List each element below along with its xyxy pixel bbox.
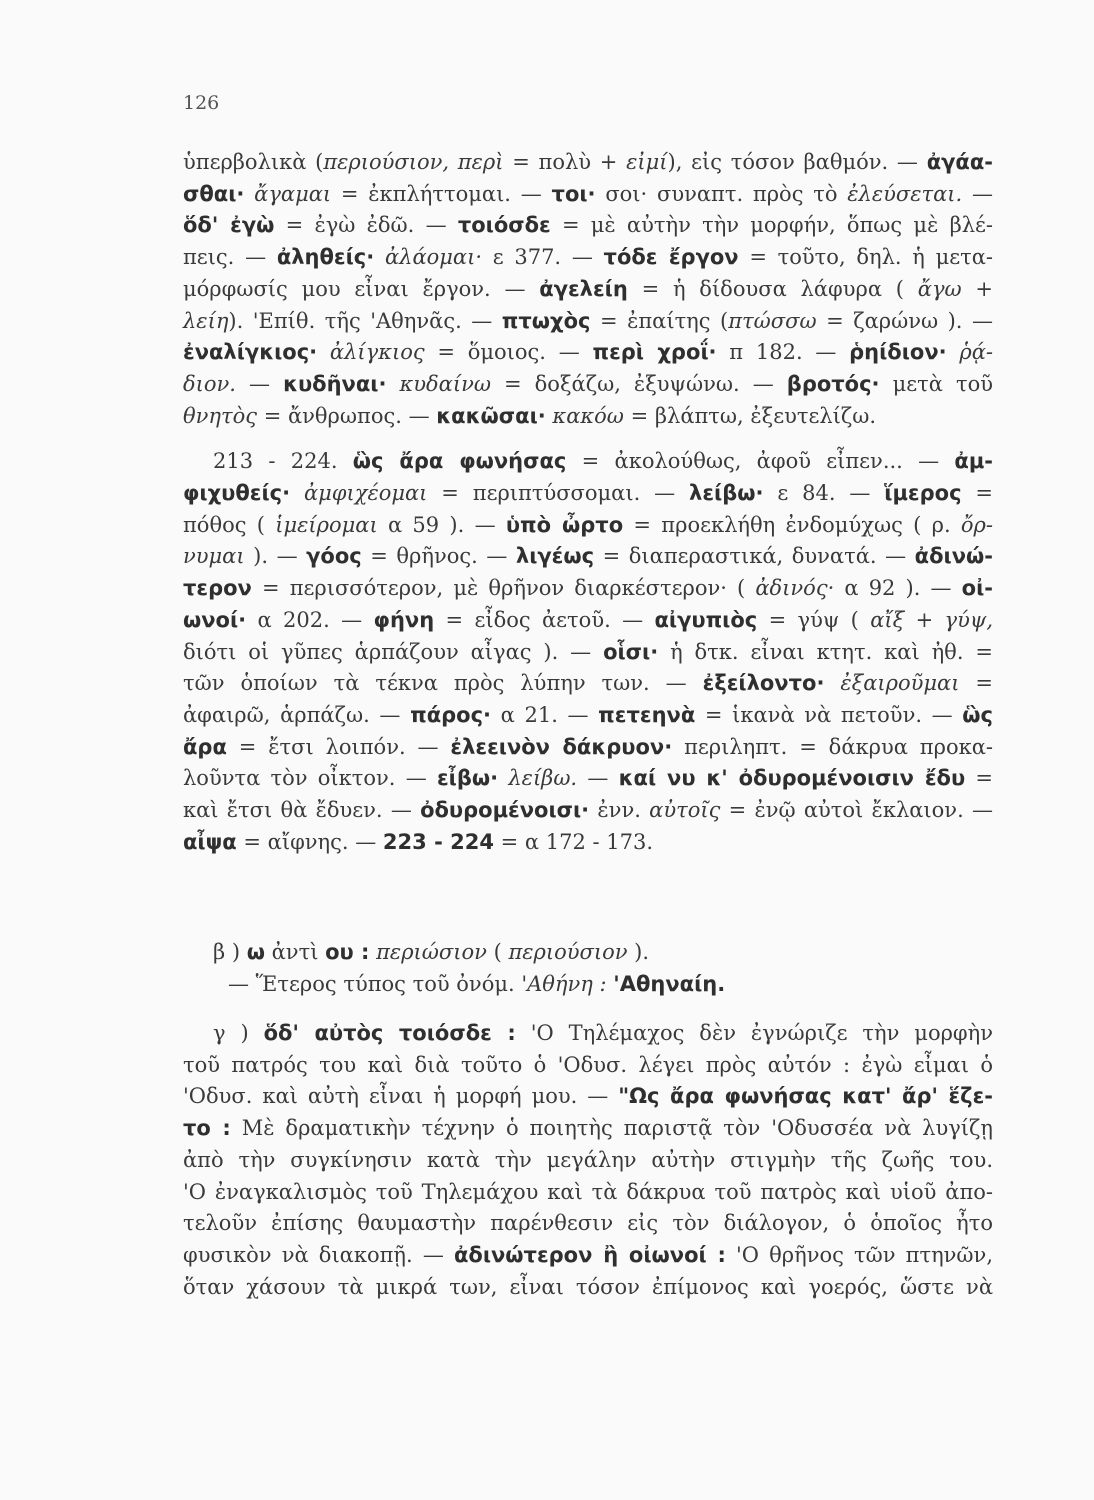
text-line [183,1145,993,1177]
lemma-term: τοι· [551,181,596,206]
text-line [183,637,993,669]
text-segment: ). [627,940,650,964]
text-segment: μετὰ τοῦ [879,371,993,396]
commentary-block-lines-1-9 [183,147,993,858]
text-line [183,274,993,306]
text-segment: α 21. — [491,702,599,727]
text-segment: περιληπτ. = δάκρυα προκα- [672,734,993,759]
text-line [183,1050,993,1082]
italic-term: διον. [183,371,236,396]
italic-term: ἱμείρομαι [275,512,378,537]
text-segment: ἐνν. [589,798,650,823]
text-segment: = περισσότερον, μὲ θρῆνον διαρκέστερον· ( [251,576,756,601]
text-line [183,1240,993,1272]
lemma-term: βροτός· [786,371,880,396]
lemma-term: ὅδ' αὐτὸς τοιόσδε : [263,1021,516,1045]
lemma-term: κακῶσαι· [436,403,546,428]
text-line [183,401,993,433]
italic-term: κακόω [552,403,624,428]
text-segment: = τοῦτο, δηλ. ἡ μετα- [738,245,993,270]
text-segment: 'Ο θρῆνος τῶν πτηνῶν, [725,1242,993,1267]
text-line [183,210,993,242]
lemma-term: αἶψα [183,829,237,854]
text-segment: = βλάπτω, ἐξευτελίζω. [623,403,877,428]
section-gamma [183,1018,993,1303]
lemma-term: πτωχὸς [501,308,591,333]
paragraph-gap [183,432,993,446]
text-segment: τελοῦν ἐπίσης θαυμαστὴν παρένθεσιν εἰς τὸν διάλογον, ὁ ὁποῖος ἦτο [183,1211,993,1236]
text-segment: τοῦ πατρός του καὶ διὰ τοῦτο ὁ 'Οδυσ. λέγει πρὸς αὐτόν : ἐγὼ εἶμαι ὁ [183,1052,993,1077]
text-segment: ἡ δτκ. εἶναι κτητ. καὶ ἠθ. = [658,639,993,664]
text-segment: — [962,181,993,206]
lemma-term: ὣς [962,702,993,727]
text-segment: = γύψ ( [757,607,871,632]
lemma-term: φιχυθείς· [183,481,291,506]
text-line [183,541,993,573]
text-segment: = ζαρώνω ). — [816,308,993,333]
text-segment: = διαπεραστικά, δυνατά. — [594,544,915,569]
lemma-term: ἀδινώτερον ἢ οἰωνοί : [453,1242,726,1267]
section-beta-lines [183,937,993,1000]
italic-term: ἀμφιχέομαι [303,481,428,506]
lemma-term: αἰγυπιὸς [654,607,758,632]
text-line [183,1081,993,1113]
lemma-term: ω [246,940,265,964]
text-line [183,937,993,969]
text-segment: γ ) [213,1021,264,1045]
italic-term: λείη [183,308,229,333]
text-segment: = [959,671,993,696]
lemma-term: εἶβω· [436,766,499,791]
lemma-term: ἐξείλοντο· [702,671,825,696]
lemma-term: οἰ- [961,576,993,601]
lemma-term: ἀγάα- [926,150,993,174]
lemma-term: ἵμερος [884,481,962,506]
text-segment: α 202. — [246,607,374,632]
lemma-term: ἀμ- [954,449,994,474]
text-segment: = ἄνθρωπος. — [257,403,437,428]
italic-term: περιώσιον [376,940,487,964]
lemma-term: το : [183,1116,231,1141]
text-line [183,1177,993,1209]
text-segment: = α 172 - 173. [493,829,654,854]
text-segment: καὶ ἔτσι θὰ ἔδυεν. — [183,798,421,823]
italic-term: περιούσιον [508,940,628,964]
text-segment: ( [486,940,509,964]
text-line [183,1018,993,1050]
text-segment: + [904,607,945,632]
text-segment: 213 - 224. [213,449,353,474]
page-number: 126 [183,92,220,114]
italic-term: νυμαι [183,544,245,569]
italic-term: ἄγω [917,276,962,301]
text-segment [386,372,399,396]
paragraph-213-224 [183,446,993,858]
text-segment: μόρφωσίς μου εἶναι ἔργον. — [183,276,540,301]
text-segment: ἀπὸ τὴν συγκίνησιν κατὰ τὴν μεγάλην αὐτὴν στιγμὴν τῆς ζωῆς του. [183,1147,993,1172]
text-segment: ). 'Επίθ. τῆς 'Αθηνᾶς. — [228,308,502,333]
text-segment: — [577,766,619,791]
italic-term: θνητὸς [183,403,258,428]
text-segment: = αἴφνης. — [236,829,383,854]
italic-term: περιούσιον, περὶ [323,150,504,174]
text-segment [947,340,960,364]
text-segment [498,766,508,790]
text-segment: = θρῆνος. — [361,544,516,569]
lemma-term: πάρος· [410,702,492,727]
text-segment: ε 377. — [482,245,604,270]
lemma-term: ου : [325,940,370,964]
text-line [183,478,993,510]
lemma-term: ἀληθείς· [276,245,375,270]
text-segment: 'Ο Τηλέμαχος δὲν ἐγνώριζε τὴν μορφὴν [515,1021,993,1045]
lemma-term: τερον [183,576,252,601]
section-beta [183,937,993,1000]
italic-term: αὐτοῖς [649,798,721,823]
text-segment: ὑπερβολικὰ ( [183,150,324,174]
text-line [183,969,993,1001]
text-segment: — Ἕτερος τύπος τοῦ ὀνόμ. [228,971,522,996]
lemma-term: 'Αθηναίη. [613,971,726,996]
text-line [183,668,993,700]
text-segment: = [965,766,993,791]
text-segment: λοῦντα τὸν οἶκτον. — [183,766,437,791]
text-segment: 'Οδυσ. καὶ αὐτὴ εἶναι ἡ μορφή μου. — [183,1084,619,1109]
lemma-term: ἀδινώ- [914,544,993,569]
text-segment: φυσικὸν νὰ διακοπῇ. — [183,1242,454,1267]
text-segment [824,671,840,695]
text-segment: = ἐγὼ ἐδῶ. — [274,213,458,238]
text-segment: — [235,371,284,396]
lemma-term: ὣς ἄρα φωνήσας [352,449,567,474]
text-line [183,1272,993,1304]
text-segment: πεις. — [183,245,277,270]
italic-term: ὄρ- [960,512,993,537]
italic-term: ἄγαμαι [254,181,332,206]
italic-term: γύψ, [944,607,993,632]
text-segment: = πολὺ + [503,150,627,174]
italic-term: ἀλάομαι· [384,245,483,270]
text-line [183,700,993,732]
italic-term: εἰμί [626,150,668,174]
text-segment [290,481,304,505]
lemma-term: ἐλεεινὸν δάκρυον· [450,734,673,759]
lemma-term: "Ως ἄρα φωνήσας κατ' ἄρ' ἕζε- [618,1084,993,1109]
text-segment: β ) [213,940,247,964]
text-segment: = ἐπαίτης ( [590,308,729,333]
text-segment [374,245,385,269]
text-line [183,1208,993,1240]
lemma-term: ἐναλίγκιος· [183,340,318,365]
lemma-term: τοιόσδε [457,213,551,238]
text-segment: + [961,276,993,301]
text-segment: Μὲ δραματικὴν τέχνην ὁ ποιητὴς παριστᾷ τὸν 'Οδυσσέα νὰ λυγίζῃ [230,1116,993,1141]
text-line [183,605,993,637]
text-segment: = ἡ δίδουσα λάφυρα ( [627,276,918,301]
text-line [183,763,993,795]
text-segment: πόθος ( [183,512,276,537]
text-segment: = δοξάζω, ἐξυψώνω. — [490,371,787,396]
text-line [183,337,993,369]
text-segment: = ὅμοιος. — [424,340,593,365]
lemma-term: τόδε ἔργον [603,245,739,270]
text-segment [244,182,254,206]
text-segment: α 92 ). — [834,576,962,601]
text-line [183,369,993,401]
italic-term: ἀδινός· [755,576,835,601]
lemma-term: γόος [306,544,362,569]
lemma-term: ἄρα [183,734,227,759]
italic-term: ἐλεύσεται. [847,181,963,206]
text-line [183,827,993,859]
italic-term: ἐξαιροῦμαι [840,671,960,696]
text-segment: ἀφαιρῶ, ἁρπάζω. — [183,702,411,727]
lemma-term: φήνη [373,607,435,632]
lemma-term: ωνοί· [183,607,247,632]
text-line [183,1113,993,1145]
italic-term: πτώσσω [728,308,817,333]
text-line [183,795,993,827]
lemma-term: ἀγελείη [539,276,628,301]
text-segment: διότι οἱ γῦπες ἁρπάζουν αἶγας ). — [183,639,604,664]
lemma-term: οἷσι· [603,639,659,664]
section-gamma-lines [183,1018,993,1303]
italic-term: ῥᾴ- [959,340,993,365]
lemma-term: ὀδυρομένοισι· [420,798,590,823]
italic-term: κυδαίνω [399,371,491,396]
lemma-term: κυδῆναι· [283,371,387,396]
lemma-term: 223 - 224 [382,829,494,854]
text-segment: ), εἰς τόσον βαθμόν. — [667,150,927,174]
text-segment: τῶν ὁποίων τὰ τέκνα πρὸς λύπην των. — [183,671,703,696]
text-segment: = ἱκανὰ νὰ πετοῦν. — [695,702,963,727]
lemma-term: περὶ χροΐ· [592,340,717,365]
text-segment: = ἐνῷ αὐτοὶ ἔκλαιον. — [720,798,993,823]
italic-term: ἀλίγκιος [329,340,425,365]
italic-term: λείβω. [508,766,578,791]
text-line [183,510,993,542]
text-line [183,306,993,338]
text-segment: α 59 ). — [377,512,506,537]
lemma-term: πετεηνὰ [598,702,696,727]
lemma-term: λιγέως [515,544,595,569]
text-segment: π 182. — [716,340,850,365]
text-segment: σοι· συναπτ. πρὸς τὸ [595,181,848,206]
lemma-term: ῥηίδιον· [849,340,947,365]
text-line [183,446,993,478]
text-segment: ἀντὶ [264,940,326,964]
text-line [183,242,993,274]
lemma-term: ὑπὸ ὦρτο [505,512,624,537]
text-segment: = περιπτύσσομαι. — [427,481,690,506]
text-segment: = ἀκολούθως, ἀφοῦ εἶπεν... — [566,449,955,474]
text-segment: = [961,481,993,506]
italic-term: αἴξ [870,607,905,632]
text-segment: = προεκλήθη ἐνδομύχως ( ρ. [623,512,961,537]
text-line [183,732,993,764]
text-segment: ὅταν χάσουν τὰ μικρά των, εἶναι τόσον ἐπίμονος καὶ γοερός, ὥστε νὰ [183,1274,993,1299]
text-segment: = μὲ αὐτὴν τὴν μορφήν, ὅπως μὲ βλέ- [550,213,993,238]
lemma-term: λείβω· [689,481,764,506]
text-line [183,147,993,179]
text-segment: 'Ο ἐναγκαλισμὸς τοῦ Τηλεμάχου καὶ τὰ δάκρυα τοῦ πατρὸς καὶ υἱοῦ ἀπο- [183,1179,993,1204]
paragraph-1 [183,147,993,432]
lemma-term: ὅδ' ἐγὼ [183,213,275,238]
text-segment: ). — [244,544,307,569]
text-segment: = εἶδος ἀετοῦ. — [434,607,655,632]
text-line [183,573,993,605]
text-segment [317,340,330,364]
text-segment: = ἐκπλήττομαι. — [331,181,552,206]
text-line [183,179,993,211]
text-segment: = ἔτσι λοιπόν. — [226,734,451,759]
text-segment: ε 84. — [763,481,885,506]
italic-term: 'Αθήνη : [521,971,607,996]
lemma-term: σθαι· [183,181,245,206]
lemma-term: καί νυ κ' ὀδυρομένοισιν ἔδυ [618,766,966,791]
